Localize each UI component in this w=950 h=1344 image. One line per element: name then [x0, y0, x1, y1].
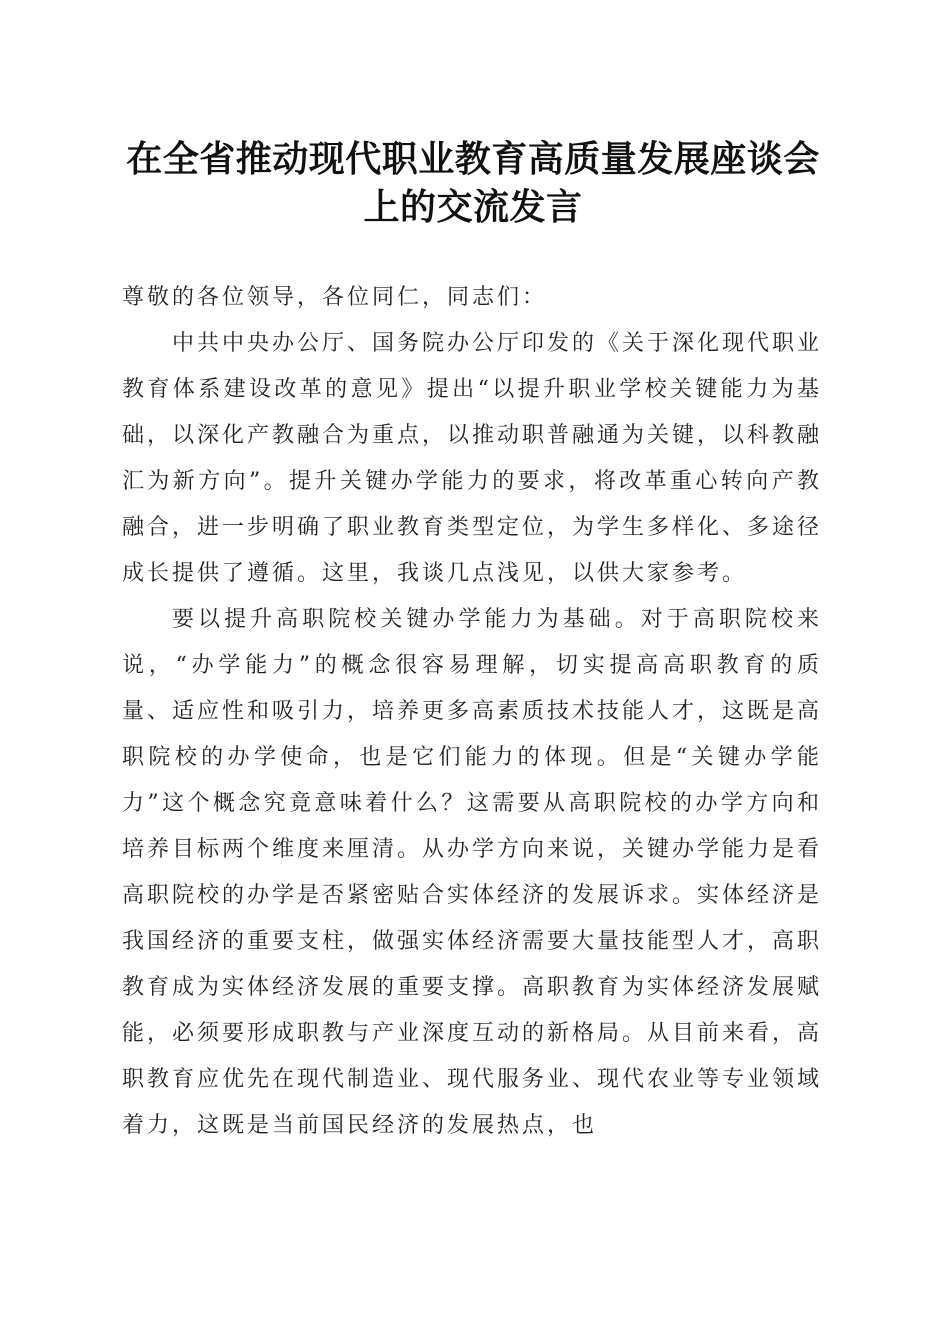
document-body: [122, 275, 822, 1149]
paragraph-1: 中共中央办公厅、国务院办公厅印发的《关于深化现代职业教育体系建设改革的意见》提出“以提升职业学校关键能力为基础，以深化产教融合为重点，以推动职普融通为关键，以科教融汇为新方向”。提升关键办学能力的要求，将改革重心转向产教融合，进一步明确了职业教育类型定位，为学生多样化、多途径成长提供了遵循。这里，我谈几点浅见，以供大家参考。: [122, 331, 823, 586]
document-title: 在全省推动现代职业教育高质量发展座谈会上的交流发言: [126, 138, 820, 228]
paragraph-2: 要以提升高职院校关键办学能力为基础。对于高职院校来说，“办学能力”的概念很容易理解，切实提高高职教育的质量、适应性和吸引力，培养更多高素质技术技能人才，这既是高职院校的办学使命，也是它们能力的体现。但是“关键办学能力”这个概念究竟意味着什么？这需要从高职院校的办学方向和培养目标两个维度来厘清。从办学方向来说，关键办学能力是看高职院校的办学是否紧密贴合实体经济的发展诉求。实体经济是我国经济的重要支柱，做强实体经济需要大量技能型人才，高职教育成为实体经济发展的重要支撑。高职教育为实体经济发展赋能，必须要形成职教与产业深度互动的新格局。从目前来看，高职教育应优先在现代制造业、现代服务业、现代农业等专业领域着力，这既是当前国民经济的发展热点，也: [122, 607, 823, 1138]
salutation: 尊敬的各位领导，各位同仁，同志们：: [122, 285, 548, 310]
